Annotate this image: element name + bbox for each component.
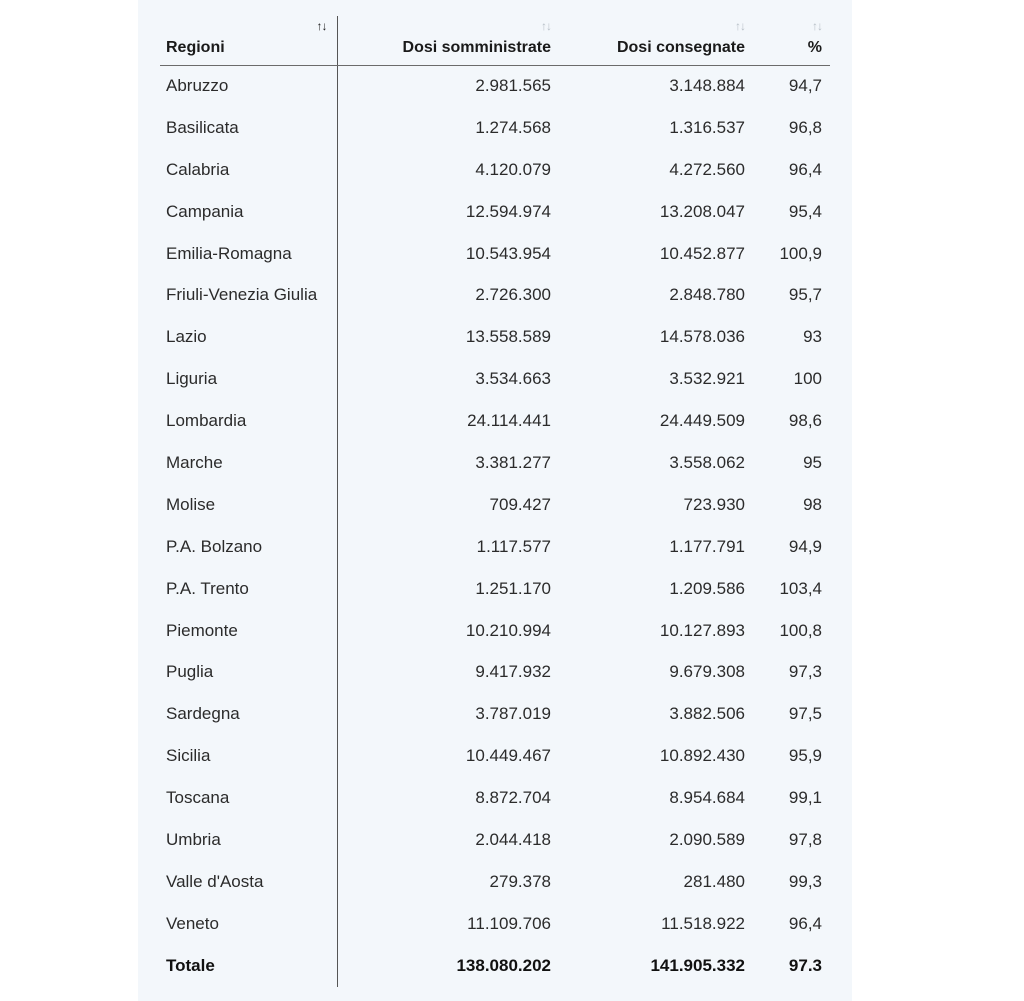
cell-delivered: 11.518.922	[661, 913, 745, 933]
cell-region: Sardegna	[160, 693, 337, 735]
cell-region: Molise	[160, 484, 337, 526]
table-row	[160, 442, 830, 484]
cell-percent: 94,9	[788, 536, 822, 556]
cell-percent: 96,4	[788, 159, 822, 179]
table-row	[160, 233, 830, 275]
table-row	[160, 568, 830, 610]
column-header-percent[interactable]	[753, 16, 830, 65]
cell-delivered: 3.532.921	[669, 369, 745, 389]
sort-arrows-icon[interactable]: ↑↓	[735, 19, 745, 33]
cell-administered: 10.210.994	[465, 620, 551, 640]
cell-percent: 99,3	[788, 871, 822, 891]
cell-percent: 93	[803, 327, 822, 347]
cell-percent: 95	[803, 452, 822, 472]
cell-delivered: 723.930	[683, 494, 745, 514]
cell-delivered: 10.127.893	[659, 620, 745, 640]
cell-delivered: 1.209.586	[669, 578, 745, 598]
table-row	[160, 484, 830, 526]
cell-percent: 103,4	[779, 578, 822, 598]
table-row	[160, 274, 830, 316]
cell-region: Toscana	[160, 777, 337, 819]
table-row	[160, 149, 830, 191]
cell-administered: 138.080.202	[456, 955, 551, 975]
table-body	[160, 65, 830, 987]
cell-delivered: 2.848.780	[669, 285, 745, 305]
cell-administered: 4.120.079	[475, 159, 551, 179]
cell-delivered: 10.452.877	[659, 243, 745, 263]
cell-percent: 97.3	[788, 955, 822, 975]
cell-administered: 13.558.589	[465, 327, 551, 347]
vaccine-doses-table	[160, 16, 830, 987]
table-row	[160, 400, 830, 442]
table-row	[160, 610, 830, 652]
cell-region: Calabria	[160, 149, 337, 191]
cell-region: Friuli-Venezia Giulia	[160, 274, 337, 316]
cell-administered: 2.726.300	[475, 285, 551, 305]
cell-administered: 279.378	[489, 871, 551, 891]
cell-administered: 1.251.170	[475, 578, 551, 598]
cell-administered: 709.427	[489, 494, 551, 514]
cell-percent: 97,5	[788, 704, 822, 724]
column-header-label: Dosi consegnate	[616, 38, 745, 56]
cell-percent: 95,9	[788, 746, 822, 766]
cell-region: Piemonte	[160, 610, 337, 652]
table-row	[160, 819, 830, 861]
cell-region: Liguria	[160, 358, 337, 400]
sort-arrows-icon[interactable]: ↑↓	[812, 19, 822, 33]
cell-administered: 3.787.019	[475, 704, 551, 724]
cell-administered: 2.981.565	[475, 76, 551, 96]
cell-administered: 3.534.663	[475, 369, 551, 389]
table-header-row	[160, 16, 830, 65]
table-row	[160, 107, 830, 149]
cell-percent: 100,8	[779, 620, 822, 640]
cell-delivered: 1.316.537	[669, 117, 745, 137]
cell-region: Puglia	[160, 651, 337, 693]
table-row	[160, 316, 830, 358]
cell-administered: 10.543.954	[465, 243, 551, 263]
table-row	[160, 191, 830, 233]
table-row	[160, 735, 830, 777]
table-row	[160, 358, 830, 400]
cell-percent: 98	[803, 494, 822, 514]
column-header-region[interactable]	[160, 16, 337, 65]
sort-arrows-icon[interactable]: ↑↓	[316, 19, 327, 33]
column-header-label: Regioni	[166, 38, 225, 56]
cell-region: P.A. Bolzano	[160, 526, 337, 568]
cell-region: Basilicata	[160, 107, 337, 149]
cell-delivered: 281.480	[683, 871, 745, 891]
table-panel	[138, 0, 852, 1001]
cell-percent: 97,8	[788, 829, 822, 849]
table-row	[160, 777, 830, 819]
cell-administered: 1.117.577	[476, 536, 551, 556]
cell-percent: 94,7	[788, 76, 822, 96]
cell-delivered: 14.578.036	[659, 327, 745, 347]
cell-percent: 97,3	[788, 662, 822, 682]
cell-percent: 100,9	[779, 243, 822, 263]
cell-percent: 95,4	[788, 201, 822, 221]
cell-percent: 96,8	[788, 117, 822, 137]
cell-delivered: 8.954.684	[669, 788, 745, 808]
cell-administered: 12.594.974	[465, 201, 551, 221]
cell-delivered: 4.272.560	[669, 159, 745, 179]
cell-percent: 96,4	[788, 913, 822, 933]
cell-percent: 98,6	[788, 411, 822, 431]
cell-region: Marche	[160, 442, 337, 484]
table-row	[160, 903, 830, 945]
table-row	[160, 651, 830, 693]
column-header-delivered[interactable]	[559, 16, 753, 65]
cell-administered: 24.114.441	[467, 411, 551, 431]
column-header-label: Dosi somministrate	[402, 38, 551, 56]
cell-administered: 10.449.467	[465, 746, 551, 766]
cell-percent: 99,1	[788, 788, 822, 808]
cell-delivered: 2.090.589	[669, 829, 745, 849]
cell-administered: 1.274.568	[475, 117, 551, 137]
cell-administered: 8.872.704	[475, 788, 551, 808]
cell-region: Valle d'Aosta	[160, 861, 337, 903]
table-row	[160, 526, 830, 568]
cell-region: P.A. Trento	[160, 568, 337, 610]
cell-region: Campania	[160, 191, 337, 233]
cell-region: Umbria	[160, 819, 337, 861]
table-row	[160, 693, 830, 735]
table-row	[160, 861, 830, 903]
cell-region: Abruzzo	[160, 65, 337, 107]
cell-region: Totale	[160, 945, 337, 987]
column-header-administered[interactable]	[337, 16, 559, 65]
cell-delivered: 9.679.308	[669, 662, 745, 682]
cell-delivered: 1.177.791	[669, 536, 745, 556]
cell-percent: 100	[793, 369, 822, 389]
cell-region: Lombardia	[160, 400, 337, 442]
column-header-label: %	[807, 38, 822, 56]
cell-region: Emilia-Romagna	[160, 233, 337, 275]
table-total-row	[160, 945, 830, 987]
cell-region: Sicilia	[160, 735, 337, 777]
cell-region: Veneto	[160, 903, 337, 945]
cell-delivered: 3.558.062	[669, 452, 745, 472]
cell-delivered: 24.449.509	[659, 411, 745, 431]
cell-delivered: 3.148.884	[669, 76, 745, 96]
cell-administered: 2.044.418	[475, 829, 551, 849]
cell-delivered: 13.208.047	[659, 201, 745, 221]
cell-delivered: 3.882.506	[669, 704, 745, 724]
cell-delivered: 10.892.430	[659, 746, 745, 766]
cell-region: Lazio	[160, 316, 337, 358]
cell-delivered: 141.905.332	[650, 955, 745, 975]
table-row	[160, 65, 830, 107]
cell-administered: 11.109.706	[467, 913, 551, 933]
cell-administered: 9.417.932	[475, 662, 551, 682]
cell-percent: 95,7	[788, 285, 822, 305]
cell-administered: 3.381.277	[475, 452, 551, 472]
sort-arrows-icon[interactable]: ↑↓	[541, 19, 551, 33]
